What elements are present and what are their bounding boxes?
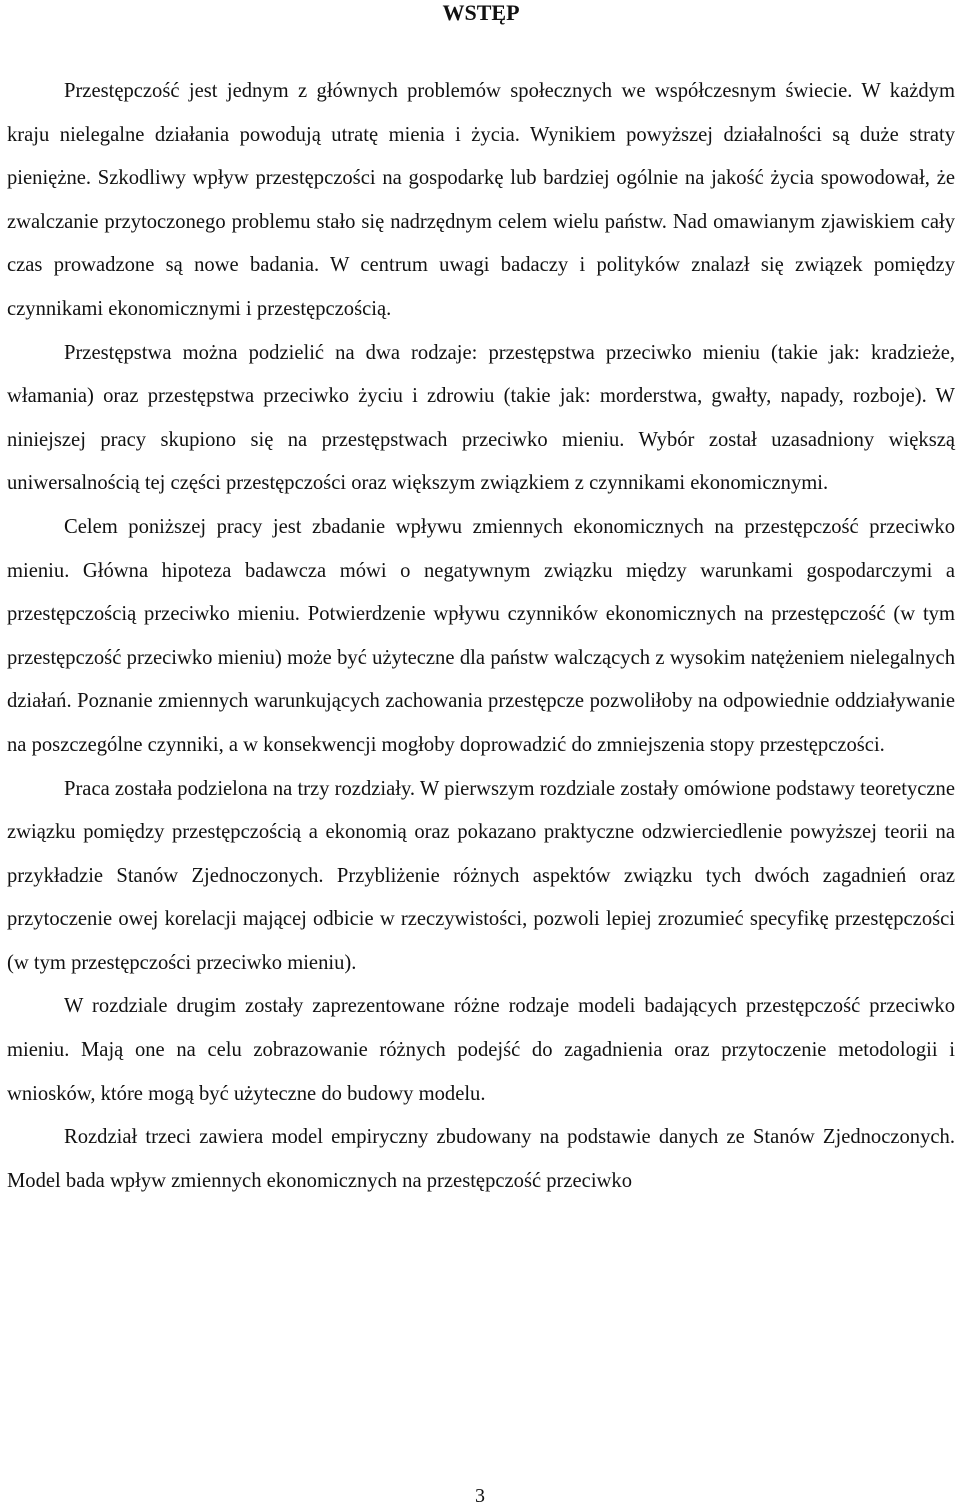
paragraph-6: Rozdział trzeci zawiera model empiryczny zbudowany na podstawie danych ze Stanów Zjednoczonych. Model bada wpływ zmiennych ekonomicznych na przestępczość przeciwko: [7, 1126, 955, 1192]
paragraph-1: Przestępczość jest jednym z głównych problemów społecznych we współczesnym świecie. W każdym kraju nielegalne działania powodują utratę mienia i życia. Wynikiem powyższej działalności są duże straty pieniężne. Szkodliwy wpływ przestępczości na gospodarkę lub bardziej ogólnie na jakość życia spowodował, że zwalczanie przytoczonego problemu stało się nadrzędnym celem wielu państw. Nad omawianym zjawiskiem cały czas prowadzone są nowe badania. W centrum uwagi badaczy i polityków znalazł się związek pomiędzy czynnikami ekonomicznymi i przestępczością.: [7, 80, 955, 320]
paragraph-3: Celem poniższej pracy jest zbadanie wpływu zmiennych ekonomicznych na przestępczość przeciwko mieniu. Główna hipoteza badawcza mówi o negatywnym związku między warunkami gospodarczymi a przestępczością przeciwko mieniu. Potwierdzenie wpływu czynników ekonomicznych na przestępczość (w tym przestępczość przeciwko mieniu) może być użyteczne dla państw walczących z wysokim natężeniem nielegalnych działań. Poznanie zmiennych warunkujących zachowania przestępcze pozwoliłoby na odpowiednie oddziaływanie na poszczególne czynniki, a w konsekwencji mogłoby doprowadzić do zmniejszenia stopy przestępczości.: [7, 515, 955, 756]
paragraph-5: W rozdziale drugim zostały zaprezentowane różne rodzaje modeli badających przestępczość przeciwko mieniu. Mają one na celu zobrazowanie różnych podejść do zagadnienia oraz przytoczenie metodologii i wniosków, które mogą być użyteczne do budowy modelu.: [7, 995, 955, 1105]
paragraph-4: Praca została podzielona na trzy rozdziały. W pierwszym rozdziale zostały omówione podstawy teoretyczne związku pomiędzy przestępczością a ekonomią oraz pokazano praktyczne odzwierciedlenie powyższej teorii na przykładzie Stanów Zjednoczonych. Przybliżenie różnych aspektów związku tych dwóch zagadnień oraz przytoczenie owej korelacji mającej odbicie w rzeczywistości, pozwoli lepiej zrozumieć specyfikę przestępczości (w tym przestępczości przeciwko mieniu).: [7, 777, 955, 974]
document-page: [7, 0, 955, 1203]
page-title: WSTĘP: [442, 0, 520, 25]
paragraph-2: Przestępstwa można podzielić na dwa rodzaje: przestępstwa przeciwko mieniu (takie jak: kradzieże, włamania) oraz przestępstwa przeciwko życiu i zdrowiu (takie jak: morderstwa, gwałty, napady, rozboje). W niniejszej pracy skupiono się na przestępstwach przeciwko mieniu. Wybór został uzasadniony większą uniwersalnością tej części przestępczości oraz większym związkiem z czynnikami ekonomicznymi.: [7, 341, 955, 495]
page-number: 3: [475, 1485, 485, 1507]
